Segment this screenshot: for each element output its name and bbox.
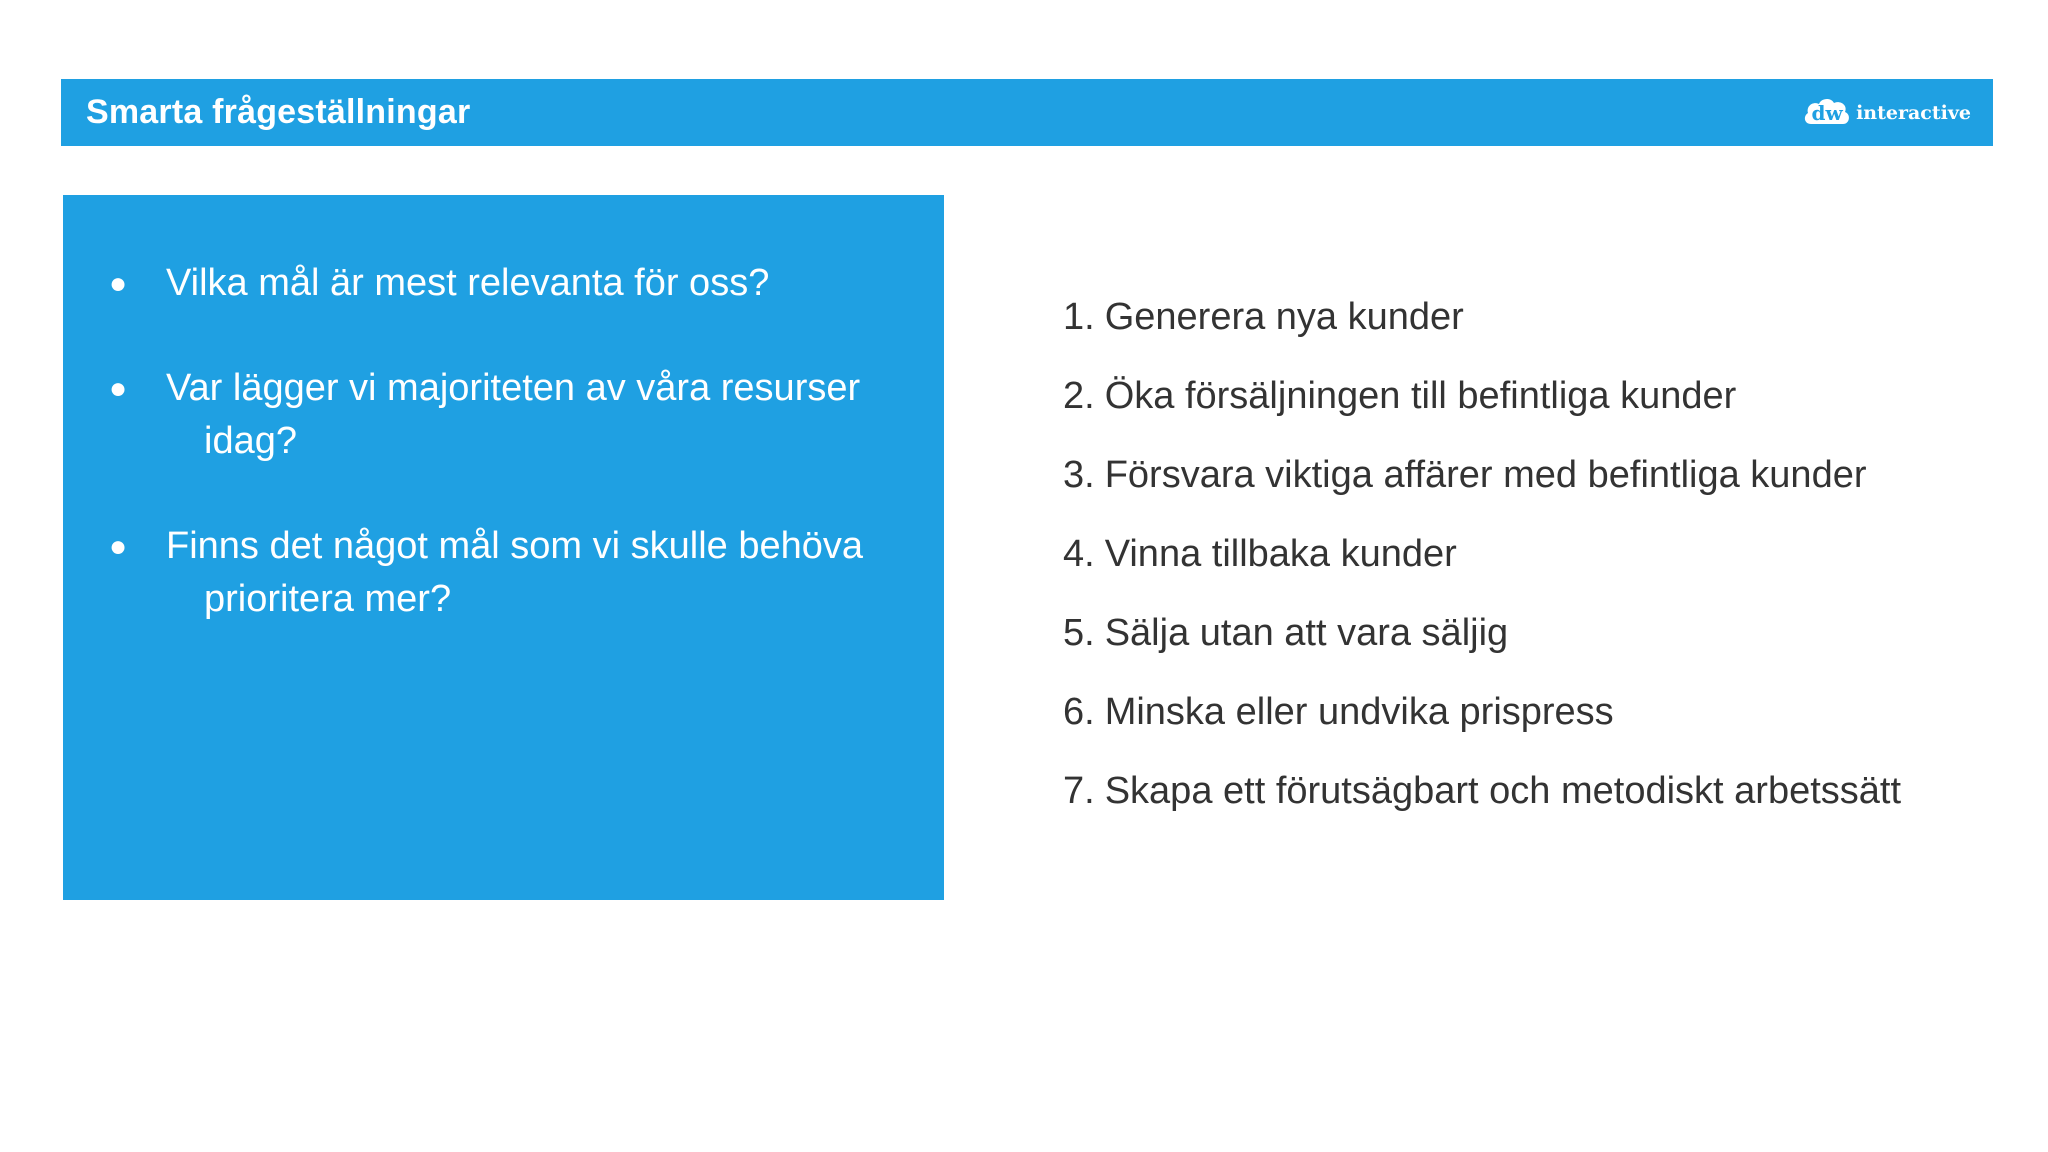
bullet-icon: ●: [108, 530, 128, 563]
goal-number: 7.: [1063, 770, 1095, 812]
logo-mark-text: dw: [1811, 101, 1843, 125]
question-text: Var lägger vi majoriteten av våra resurser idag?: [166, 367, 861, 462]
question-item: [103, 362, 923, 468]
goal-item: [1063, 449, 2023, 528]
goal-text: Minska eller undvika prispress: [1104, 691, 1614, 733]
header-bar: [61, 79, 1993, 146]
goal-text: Generera nya kunder: [1104, 296, 1464, 338]
question-text: Vilka mål är mest relevanta för oss?: [166, 262, 770, 304]
goal-text: Öka försäljningen till befintliga kunder: [1104, 375, 1737, 417]
goal-item: [1063, 370, 2023, 449]
dw-logo-icon: [1802, 94, 1852, 132]
goal-item: [1063, 607, 2023, 686]
goal-number: 5.: [1063, 612, 1095, 654]
goal-text: Försvara viktiga affärer med befintliga kunder: [1104, 454, 1867, 496]
questions-panel: [63, 195, 944, 900]
slide-title: Smarta frågeställningar: [86, 93, 471, 131]
goal-item: [1063, 765, 2023, 844]
goal-item: [1063, 291, 2023, 370]
dw-interactive-logo: [1802, 93, 1971, 133]
question-text: Finns det något mål som vi skulle behöva prioritera mer?: [166, 525, 864, 620]
goal-number: 3.: [1063, 454, 1095, 496]
goals-list: [1063, 291, 2023, 844]
question-item: [103, 520, 923, 626]
goal-text: Vinna tillbaka kunder: [1104, 533, 1457, 575]
goal-number: 4.: [1063, 533, 1095, 575]
question-item: [103, 257, 923, 310]
goal-number: 2.: [1063, 375, 1095, 417]
questions-list: [103, 257, 923, 678]
goal-item: [1063, 686, 2023, 765]
goal-item: [1063, 528, 2023, 607]
logo-wordmark: interactive: [1856, 102, 1971, 124]
goal-text: Sälja utan att vara säljig: [1104, 612, 1509, 654]
goal-text: Skapa ett förutsägbart och metodiskt arbetssätt: [1104, 770, 1902, 812]
bullet-icon: ●: [108, 372, 128, 405]
goal-number: 6.: [1063, 691, 1095, 733]
goal-number: 1.: [1063, 296, 1095, 338]
bullet-icon: ●: [108, 267, 128, 300]
